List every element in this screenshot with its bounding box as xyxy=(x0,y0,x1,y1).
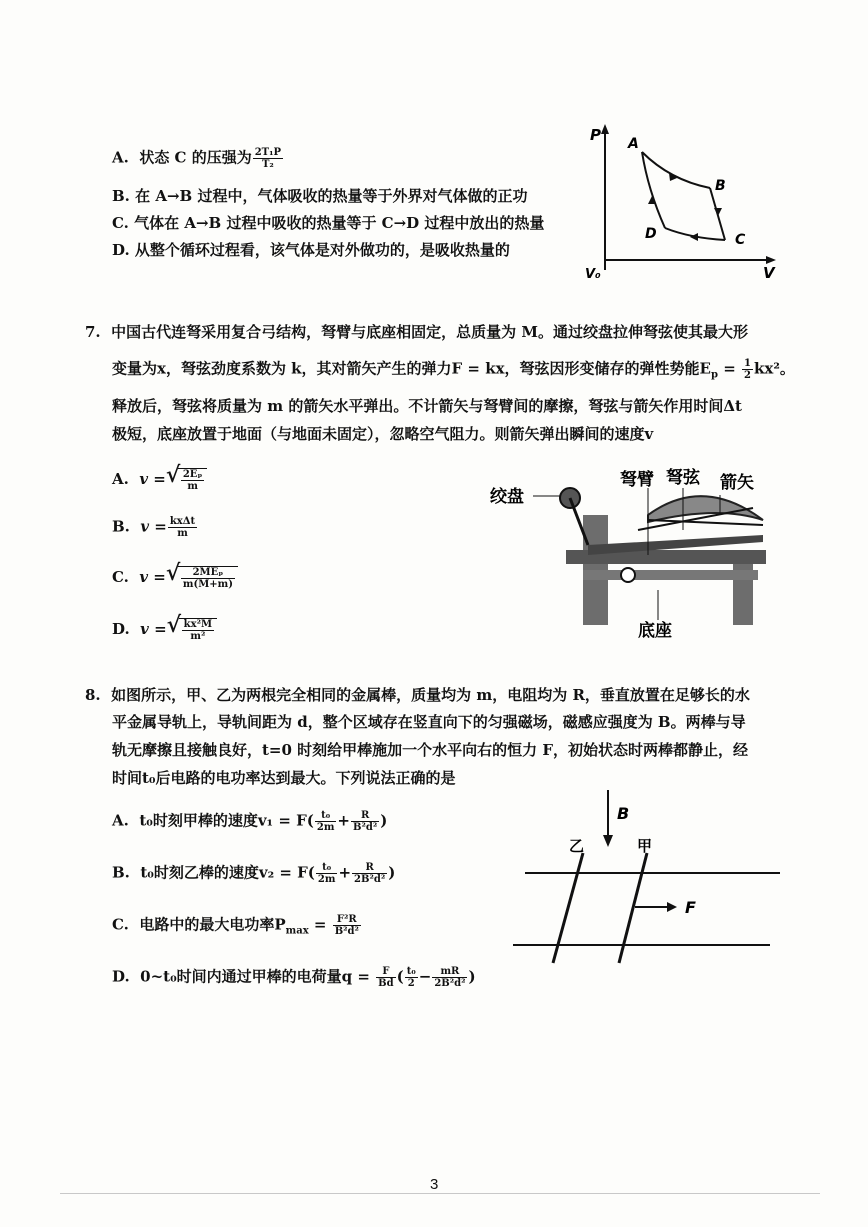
label-arm: 弩臂 xyxy=(620,470,654,490)
q6-option-d: D. 从整个循环过程看，该气体是对外做功的，是吸收热量的 xyxy=(112,241,510,259)
q7-stem-line3: 释放后，弩弦将质量为 m 的箭矢水平弹出。不计箭矢与弩臂间的摩擦，弩弦与箭矢作用时间Δt xyxy=(112,397,742,415)
path-ab xyxy=(642,152,710,188)
point-d-label: D xyxy=(645,226,657,242)
rod-jia-label: 甲 xyxy=(637,837,653,855)
p-axis-label: P xyxy=(590,126,601,144)
q7-stem-line2: 变量为x，弩弦劲度系数为 k，其对箭矢产生的弹力F = kx，弩弦因形变储存的弹性势能$E_p$ = $\frac{1}{2}$ kx²。 xyxy=(112,358,795,381)
q6-option-b: B. 在 A→B 过程中，气体吸收的热量等于外界对气体做的正功 xyxy=(112,187,528,205)
q7-option-d: D. v = √ $\frac{\text{kx²M}}{\text{m²}}$ xyxy=(112,618,217,642)
label-winch: 绞盘 xyxy=(490,487,524,507)
b-field-label: B xyxy=(617,804,630,823)
point-a-label: A xyxy=(628,136,639,152)
crossbow-figure xyxy=(488,460,778,640)
q6-option-c: C. 气体在 A→B 过程中吸收的热量等于 C→D 过程中放出的热量 xyxy=(112,214,545,232)
label-string: 弩弦 xyxy=(666,468,700,488)
base-beam-lower xyxy=(583,570,758,580)
q7-option-c: C. v = √ $\frac{\text{2MEₚ}}{m(M+m)}$ xyxy=(112,566,238,590)
q7-option-a: A. v = √ $\frac{\text{2Eₚ}}{m}$ xyxy=(112,468,207,492)
q7-stem-line1: 7. 中国古代连弩采用复合弓结构，弩臂与底座相固定，总质量为 M。通过绞盘拉伸弩弦使其最大形 xyxy=(85,323,748,341)
origin-label: V₀ xyxy=(585,267,601,282)
page-number: 3 xyxy=(430,1176,439,1193)
q8-stem-line4: 时间t₀后电路的电功率达到最大。下列说法正确的是 xyxy=(112,769,456,787)
rod-yi xyxy=(553,853,583,963)
q8-option-c: C. 电路中的最大电功率$P_{max}$ = $\frac{\text{F²R}}{\text{B²d²}}$ xyxy=(112,914,359,937)
pv-diagram xyxy=(580,120,780,285)
base-post-right xyxy=(733,555,753,625)
force-label: F xyxy=(685,898,696,917)
footer-divider xyxy=(60,1193,820,1194)
v-axis-label: V xyxy=(763,264,775,282)
point-b-label: B xyxy=(715,178,726,194)
label-base: 底座 xyxy=(638,621,672,640)
q8-option-a: A. t₀时刻甲棒的速度v₁ = F( $\frac{\text{t₀}}{2m}$ + $\frac{R}{\text{B²d²}}$ ) xyxy=(112,810,388,833)
q7-option-b: B. v = $\frac{\text{kxΔt}}{m}$ xyxy=(112,516,196,539)
q7-stem-line4: 极短，底座放置于地面（与地面未固定），忽略空气阻力。则箭矢弹出瞬间的速度v xyxy=(112,425,654,443)
q8-stem-line1: 8. 如图所示，甲、乙为两根完全相同的金属棒，质量均为 m，电阻均为 R，垂直放置在足够长的水 xyxy=(85,686,750,704)
q8-stem-line2: 平金属导轨上，导轨间距为 d，整个区域存在竖直向下的匀强磁场，磁感应强度为 B。两棒与导 xyxy=(112,713,746,731)
q6-option-a: A. 状态 C 的压强为 $\frac{\text{2T₁P}}{\text{T₂}}$ xyxy=(112,147,282,170)
point-c-label: C xyxy=(735,232,746,248)
rails-figure xyxy=(505,785,795,970)
rod-yi-label: 乙 xyxy=(569,837,585,855)
q8-stem-line3: 轨无摩擦且接触良好，t=0 时刻给甲棒施加一个水平向右的恒力 F，初始状态时两棒都静止，经 xyxy=(112,741,749,759)
label-arrow: 箭矢 xyxy=(720,473,754,493)
q8-option-b: B. t₀时刻乙棒的速度v₂ = F( $\frac{\text{t₀}}{2m}$ + $\frac{R}{\text{2B²d²}}$ ) xyxy=(112,862,396,885)
q8-option-d: D. 0~t₀时间内通过甲棒的电荷量q = $\frac{F}{Bd}$ ( $\frac{\text{t₀}}{2}$ − $\frac{mR}{\text{2B²d²}}$ ) xyxy=(112,966,476,989)
